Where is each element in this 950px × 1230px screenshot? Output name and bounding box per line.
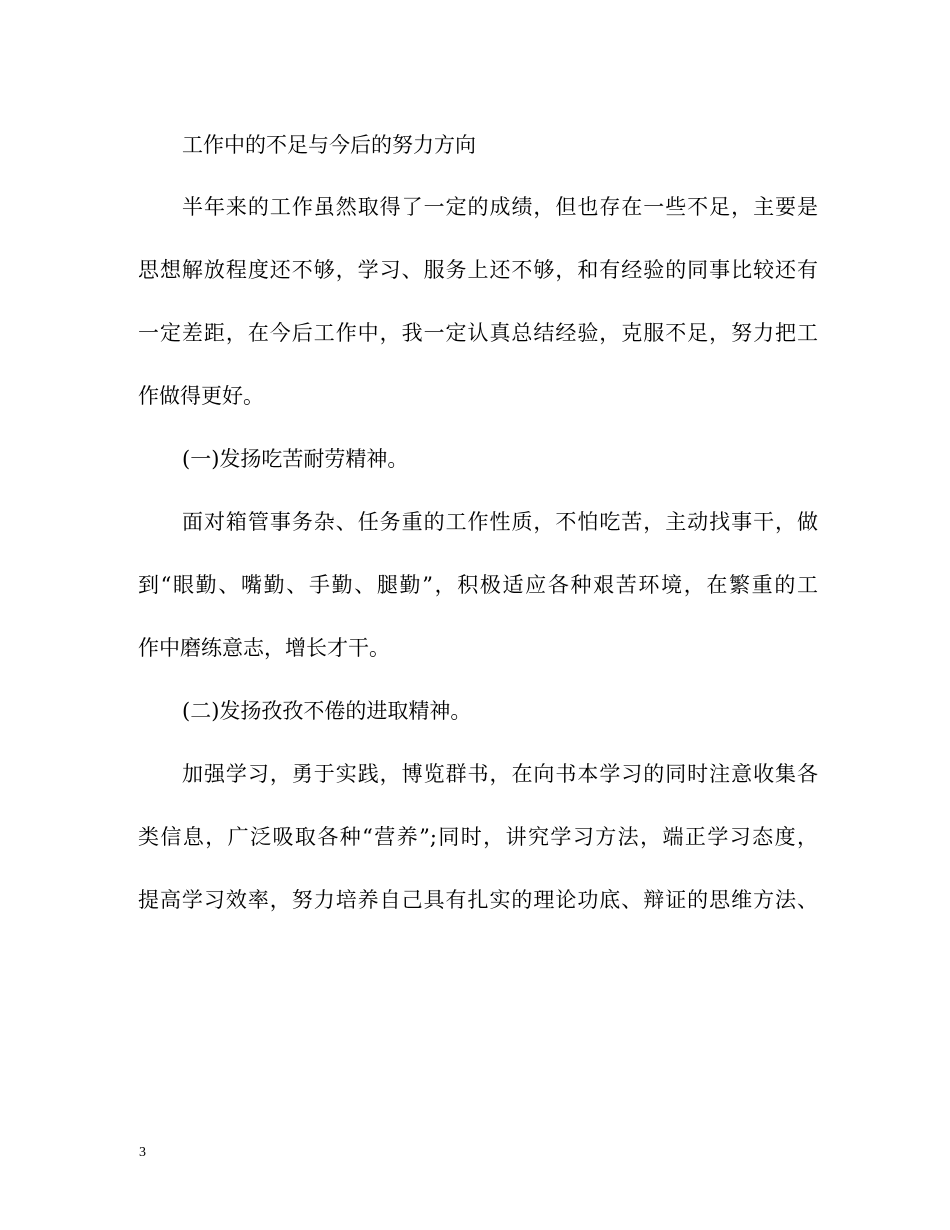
subheading: (一)发扬吃苦耐劳精神。: [182, 447, 409, 471]
page-number: 3: [139, 1145, 146, 1160]
paragraph-line: 半年来的工作虽然取得了一定的成绩，但也存在一些不足，主要是: [182, 195, 818, 219]
paragraph-line: 作做得更好。: [138, 384, 264, 408]
section-heading: 工作中的不足与今后的努力方向: [182, 133, 476, 157]
paragraph-line: 到“眼勤、嘴勤、手勤、腿勤”，积极适应各种艰苦环境，在繁重的工: [138, 573, 818, 597]
subheading: (二)发扬孜孜不倦的进取精神。: [182, 699, 472, 723]
paragraph-line: 加强学习，勇于实践，博览群书，在向书本学习的同时注意收集各: [182, 762, 818, 786]
paragraph-line: 面对箱管事务杂、任务重的工作性质，不怕吃苦，主动找事干，做: [182, 510, 818, 534]
paragraph-line: 思想解放程度还不够，学习、服务上还不够，和有经验的同事比较还有: [138, 258, 818, 282]
paragraph-line: 提高学习效率，努力培养自己具有扎实的理论功底、辩证的思维方法、: [138, 888, 818, 912]
paragraph-line: 一定差距，在今后工作中，我一定认真总结经验，克服不足，努力把工: [138, 321, 818, 345]
paragraph-line: 作中磨练意志，增长才干。: [138, 636, 390, 660]
paragraph-line: 类信息，广泛吸取各种“营养”;同时，讲究学习方法，端正学习态度，: [138, 825, 818, 849]
